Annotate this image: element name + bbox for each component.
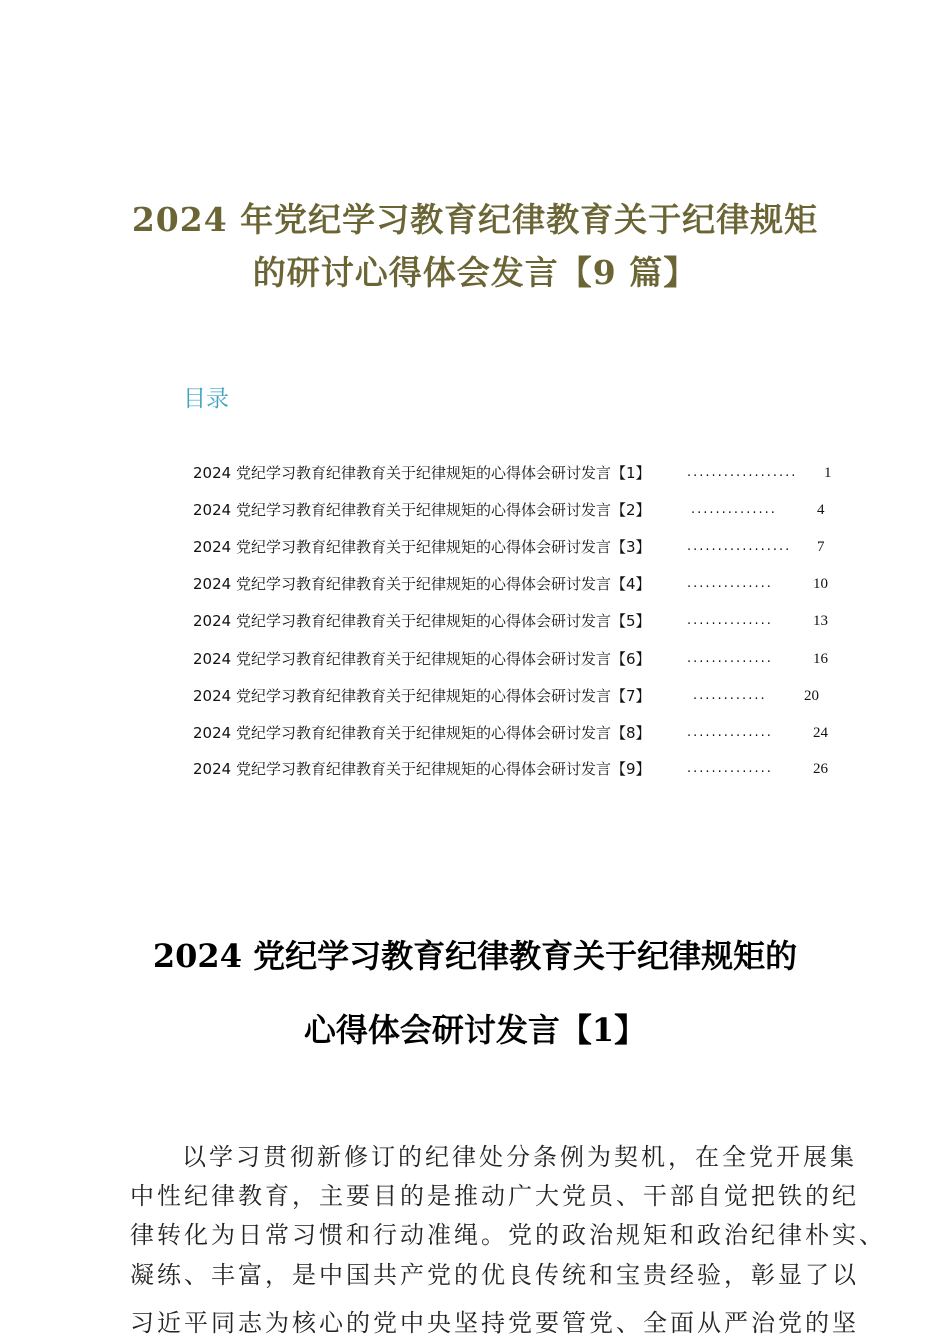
toc-heading: 目录 (183, 386, 229, 412)
toc-entry-page: 13 (813, 613, 828, 629)
toc-entry-text: 2024 党纪学习教育纪律教育关于纪律规矩的心得体会研讨发言【4】 (193, 575, 651, 593)
toc-entry-page: 26 (813, 761, 828, 777)
toc-entry-text: 2024 党纪学习教育纪律教育关于纪律规矩的心得体会研讨发言【6】 (193, 650, 651, 668)
toc-entry[interactable] (193, 462, 838, 484)
toc-entry-page: 1 (824, 465, 832, 481)
toc-entry-leader: ............ (693, 688, 767, 703)
section-title-line-2: 心得体会研讨发言【1】 (303, 1011, 647, 1049)
toc-entry-leader: .............. (687, 651, 773, 666)
toc-entry-text: 2024 党纪学习教育纪律教育关于纪律规矩的心得体会研讨发言【9】 (193, 760, 651, 778)
toc-entry-page: 4 (817, 502, 825, 518)
body-line: 律转化为日常习惯和行动准绳。党的政治规矩和政治纪律朴实、 (130, 1221, 886, 1249)
toc-entry-leader: .............. (691, 502, 777, 517)
toc-entry[interactable] (193, 758, 838, 780)
toc-entry[interactable] (193, 610, 838, 632)
toc-entry[interactable] (193, 648, 838, 670)
toc-entry[interactable] (193, 499, 838, 521)
document-title-line-2: 的研讨心得体会发言【9 篇】 (252, 253, 698, 292)
section-title-line-1: 2024 党纪学习教育纪律教育关于纪律规矩的 (152, 937, 798, 975)
toc-entry-page: 10 (813, 576, 828, 592)
toc-entry-leader: ................. (687, 539, 792, 554)
toc-entry-leader: .................. (687, 465, 798, 480)
toc-entry-text: 2024 党纪学习教育纪律教育关于纪律规矩的心得体会研讨发言【1】 (193, 464, 651, 482)
body-line: 习近平同志为核心的党中央坚持党要管党、全面从严治党的坚 (130, 1309, 859, 1337)
document-title-line-1: 2024 年党纪学习教育纪律教育关于纪律规矩 (131, 200, 819, 239)
body-line: 以学习贯彻新修订的纪律处分条例为契机，在全党开展集 (182, 1143, 857, 1171)
toc-entry[interactable] (193, 573, 838, 595)
toc-entry[interactable] (193, 685, 838, 707)
body-line: 中性纪律教育，主要目的是推动广大党员、干部自觉把铁的纪 (130, 1182, 859, 1210)
toc-entry[interactable] (193, 722, 838, 744)
toc-entry-text: 2024 党纪学习教育纪律教育关于纪律规矩的心得体会研讨发言【7】 (193, 687, 651, 705)
body-line: 凝练、丰富，是中国共产党的优良传统和宝贵经验，彰显了以 (130, 1261, 859, 1289)
toc-entry-text: 2024 党纪学习教育纪律教育关于纪律规矩的心得体会研讨发言【2】 (193, 501, 651, 519)
toc-entry-leader: .............. (687, 613, 773, 628)
toc-entry-leader: .............. (687, 576, 773, 591)
toc-entry-text: 2024 党纪学习教育纪律教育关于纪律规矩的心得体会研讨发言【8】 (193, 724, 651, 742)
toc-entry-text: 2024 党纪学习教育纪律教育关于纪律规矩的心得体会研讨发言【5】 (193, 612, 651, 630)
toc-entry-page: 7 (817, 539, 825, 555)
toc-entry-page: 16 (813, 651, 828, 667)
toc-entry-leader: .............. (687, 725, 773, 740)
toc-entry-leader: .............. (687, 761, 773, 776)
toc-entry-page: 20 (804, 688, 819, 704)
toc-entry-text: 2024 党纪学习教育纪律教育关于纪律规矩的心得体会研讨发言【3】 (193, 538, 651, 556)
toc-entry-page: 24 (813, 725, 828, 741)
toc-entry[interactable] (193, 536, 838, 558)
